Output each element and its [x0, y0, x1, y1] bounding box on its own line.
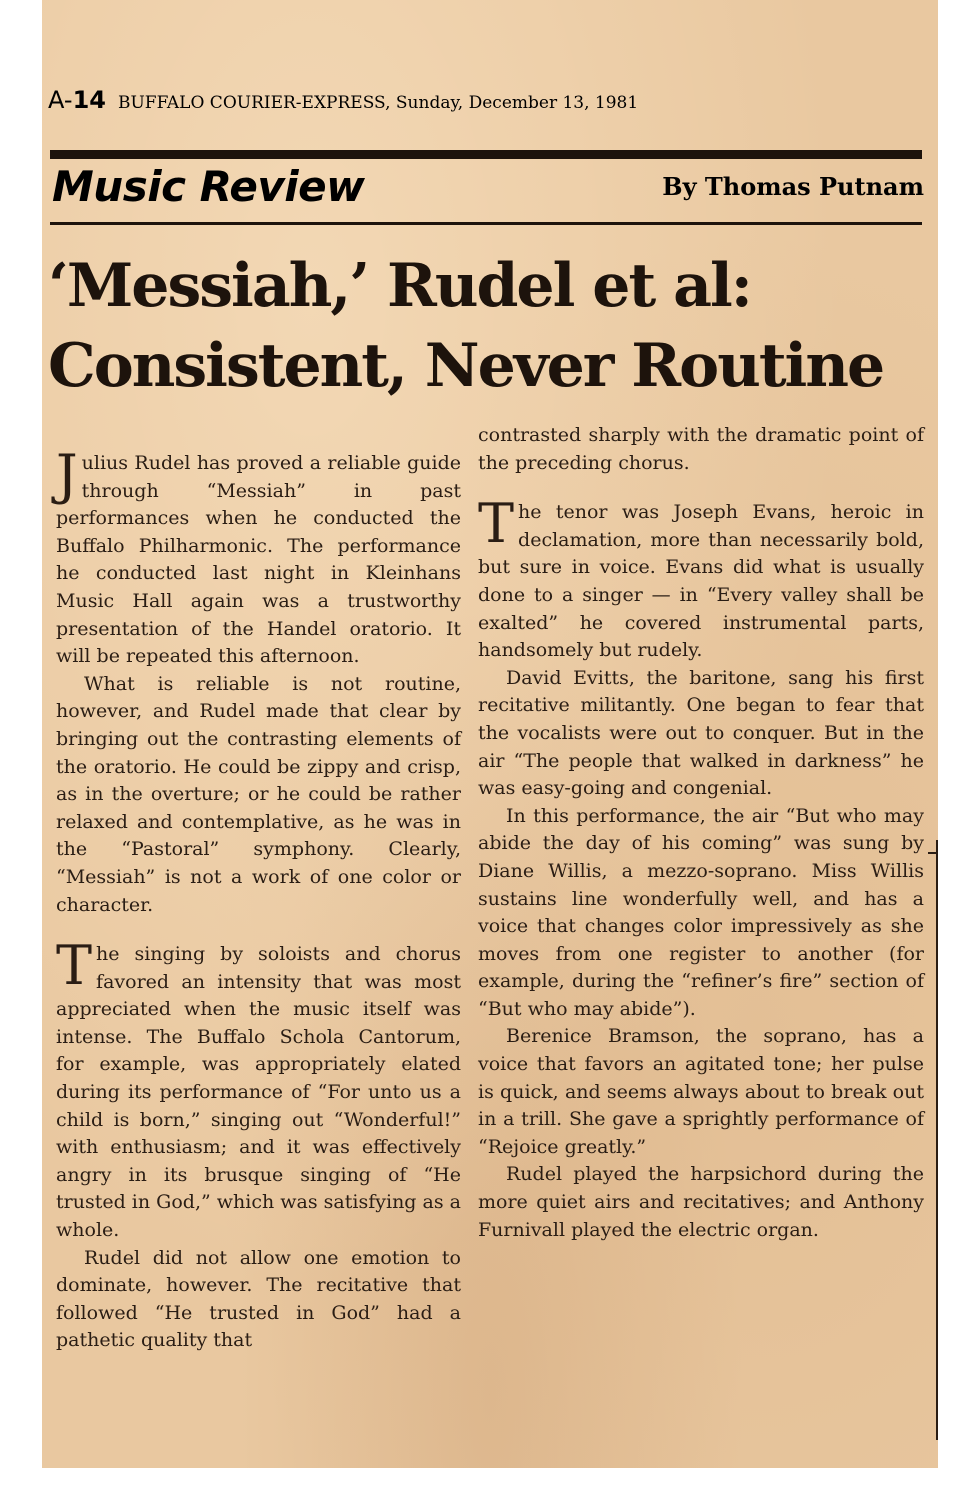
headline-line-1: ‘Messiah,’ Rudel et al: [48, 251, 751, 321]
drop-cap: T [478, 492, 515, 556]
page-prefix: A- [48, 86, 73, 114]
masthead: BUFFALO COURIER-EXPRESS, Sunday, December 13, 1981 [117, 93, 639, 113]
section-title: Music Review [52, 162, 365, 211]
paragraph: Berenice Bramson, the soprano, has a voice that favors an agitated tone; her pulse is quick, and seems always about to break out in a trill. She gave a sprightly performance of “Rejoice greatly.” [478, 1025, 924, 1158]
paragraph-text: he singing by soloists and chorus favored an intensity that was most appreciated when the music itself was intense. The Buffalo Schola Cantorum, for example, was appropriately elated during its performance of “For unto us a child is born,” singing out “Wonderful!” with enthusiasm; and it was effectively angry in its brusque singing of “He trusted in God,” which was satisfying as a whole. [56, 943, 461, 1242]
page-number-value: 14 [72, 86, 106, 114]
paragraph: contrasted sharply with the dramatic point of the preceding chorus. [478, 424, 924, 474]
drop-cap: T [56, 934, 93, 998]
section-rule [50, 222, 922, 225]
byline: By Thomas Putnam [662, 172, 924, 201]
headline-line-2: Consistent, Never Routine [48, 331, 884, 401]
adjacent-column-tick [928, 852, 938, 854]
article-column-left [56, 443, 461, 1355]
paragraph-text: ulius Rudel has proved a reliable guide through “Messiah” in past performances when he conducted the Buffalo Philharmonic. The performance he conducted last night in Kleinhans Music Hall again was a trustworthy presentation of the Handel oratorio. It will be repeated this afternoon. [56, 452, 461, 668]
paragraph [56, 934, 461, 1245]
paragraph: Rudel did not allow one emotion to dominate, however. The recitative that followed “He trusted in God” had a pathetic quality that [56, 1246, 461, 1352]
paragraph [478, 492, 924, 665]
page-header [48, 86, 638, 114]
article-column-right [478, 422, 924, 1244]
paragraph: What is reliable is not routine, however, and Rudel made that clear by bringing out the contrasting elements of the oratorio. He could be zippy and crisp, as in the overture; or he could be rather relaxed and contemplative, as he was in the “Pastoral” symphony. Clearly, “Messiah” is not a work of one color or character. [56, 672, 461, 916]
paragraph: Rudel played the harpsichord during the more quiet airs and recitatives; and Anthony Furnivall played the electric organ. [478, 1163, 924, 1241]
paragraph: David Evitts, the baritone, sang his first recitative militantly. One began to fear that the vocalists were out to conquer. But in the air “The people that walked in darkness” he was easy-going and congenial. [478, 666, 924, 800]
headline [48, 246, 948, 406]
paragraph [56, 443, 461, 671]
paragraph-text: he tenor was Joseph Evans, heroic in declamation, more than necessarily bold, but sure in voice. Evans did what is usually done to a singer — in “Every valley shall be exalted” he covered instrumental parts, handsomely but rudely. [478, 501, 924, 662]
drop-cap: J [56, 443, 78, 506]
page-number [48, 86, 106, 114]
paragraph: In this performance, the air “But who may abide the day of his coming” was sung by Diane Willis, a mezzo-soprano. Miss Willis sustains line wonderfully well, and has a voice that changes color impressively as she moves from one register to another (for example, during the “refiner’s fire” section of “But who may abide”). [478, 804, 924, 1020]
top-rule [50, 150, 922, 159]
adjacent-column-rule [936, 840, 938, 1440]
